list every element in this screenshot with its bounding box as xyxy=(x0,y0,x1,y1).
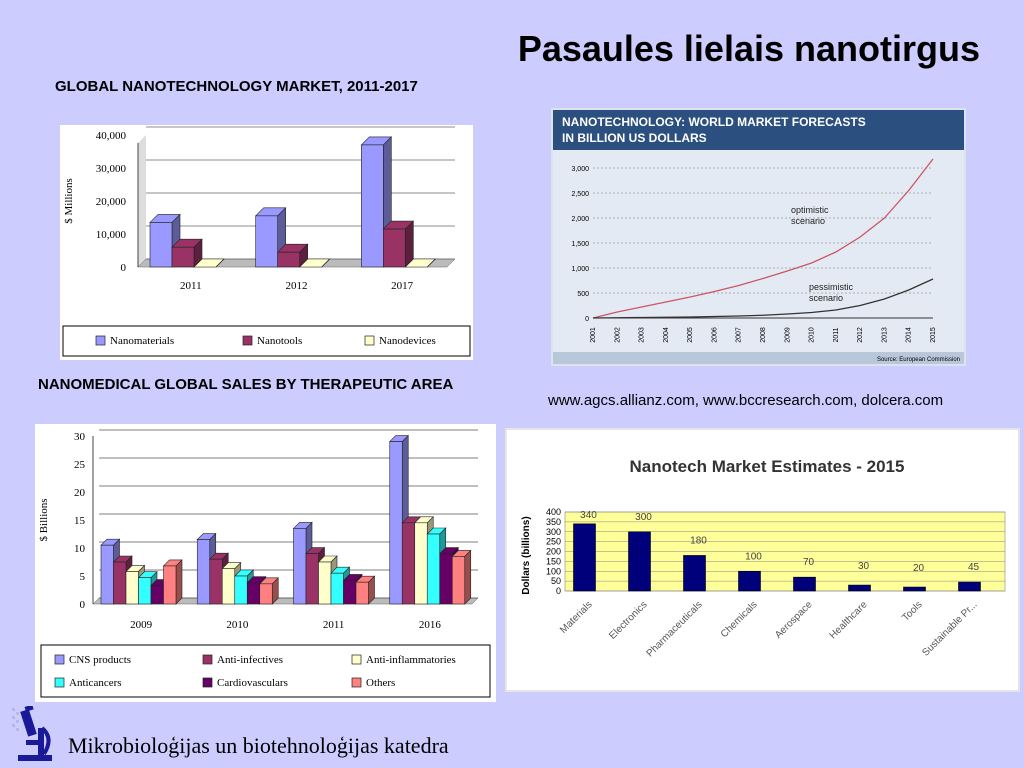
market-side-wall xyxy=(138,135,146,267)
department-name: Mikrobioloģijas un biotehnoloģijas katedra xyxy=(68,733,449,758)
medical-bar xyxy=(164,560,183,604)
medical-bar xyxy=(356,576,375,604)
forecast-ytick: 2,500 xyxy=(571,191,589,198)
forecast-xtick: 2015 xyxy=(930,327,937,343)
medical-bar-front xyxy=(151,586,164,604)
medical-ytick: 20 xyxy=(74,487,85,499)
forecast-xtick: 2001 xyxy=(590,327,597,343)
market-ytick: 0 xyxy=(120,262,126,274)
forecast-xtick: 2002 xyxy=(614,327,622,343)
market-xtick: 2017 xyxy=(391,280,414,292)
forecast-xtick: 2014 xyxy=(905,327,913,343)
forecast-series-label: optimistic xyxy=(791,205,829,215)
market-bar-front xyxy=(150,222,172,267)
estimates-bar xyxy=(849,585,871,591)
estimates-ytick: 150 xyxy=(545,556,561,567)
medical-ytick: 25 xyxy=(74,459,85,471)
medical-bar-side xyxy=(176,560,182,604)
medical-legend-item-swatch xyxy=(203,678,212,687)
forecast-source: Source: European Commission xyxy=(876,357,960,363)
forecast-xtick: 2009 xyxy=(784,327,792,343)
medical-legend-item-label: Cardiovasculars xyxy=(217,677,288,689)
medical-bar-front xyxy=(235,576,248,604)
medical-bar-side xyxy=(465,550,471,604)
medical-ylabel: $ Billions xyxy=(38,498,50,542)
medical-xtick: 2010 xyxy=(226,619,249,631)
estimates-chart xyxy=(505,428,1020,692)
microscope-logo-icon xyxy=(12,706,56,762)
market-subtitle: GLOBAL NANOTECHNOLOGY MARKET, 2011-2017 xyxy=(55,78,418,95)
forecast-series-label: pessimistic xyxy=(809,282,854,292)
estimates-data-label: 340 xyxy=(580,509,597,521)
estimates-bar xyxy=(629,532,651,591)
medical-bar-front xyxy=(126,572,139,604)
market-legend-item-swatch xyxy=(365,336,374,345)
market-legend-item-label: Nanotools xyxy=(257,335,303,347)
market-legend-item-swatch xyxy=(96,336,105,345)
forecast-xtick: 2003 xyxy=(638,327,646,343)
market-xtick: 2011 xyxy=(180,280,202,292)
market-bar-front xyxy=(278,252,300,267)
estimates-xtick: Healthcare xyxy=(827,599,870,642)
estimates-bar xyxy=(959,582,981,591)
medical-bar-front xyxy=(139,578,152,604)
estimates-data-label: 20 xyxy=(912,563,925,575)
estimates-data-label: 30 xyxy=(857,561,870,573)
forecast-ytick: 500 xyxy=(577,291,589,298)
estimates-data-label: 300 xyxy=(635,511,652,523)
estimates-bar xyxy=(904,587,926,591)
medical-ytick: 30 xyxy=(74,431,85,443)
medical-bar-front xyxy=(427,534,440,604)
market-bar-front xyxy=(361,145,383,267)
forecast-ytick: 2,000 xyxy=(571,216,589,223)
estimates-title: Nanotech Market Estimates - 2015 xyxy=(629,457,905,476)
estimates-bar xyxy=(684,555,706,591)
market-chart-panel xyxy=(60,125,473,360)
estimates-chart-panel xyxy=(505,428,1020,692)
estimates-ytick: 250 xyxy=(545,536,561,547)
forecast-ytick: 3,000 xyxy=(571,166,589,173)
estimates-data-label: 45 xyxy=(967,562,980,574)
medical-bar-front xyxy=(452,556,465,604)
medical-bar-front xyxy=(306,554,319,604)
medical-legend-item-label: Anti-infectives xyxy=(217,654,283,666)
estimates-ytick: 400 xyxy=(545,507,561,517)
estimates-data-label: 180 xyxy=(690,535,707,547)
medical-legend-item-label: CNS products xyxy=(69,654,132,666)
estimates-ytick: 350 xyxy=(545,516,561,527)
market-ytick: 20,000 xyxy=(95,196,126,208)
forecast-xtick: 2005 xyxy=(687,327,695,343)
forecast-title: NANOTECHNOLOGY: WORLD MARKET FORECASTS xyxy=(562,115,866,129)
market-bar-front xyxy=(256,216,278,267)
estimates-xtick: Chemicals xyxy=(718,599,760,641)
medical-xtick: 2009 xyxy=(130,619,153,631)
medical-bar-front xyxy=(294,528,307,604)
estimates-bar xyxy=(794,577,816,591)
estimates-ytick: 0 xyxy=(555,586,561,596)
forecast-xtick: 2012 xyxy=(857,327,865,343)
medical-bar-front xyxy=(390,442,403,604)
medical-chart xyxy=(35,424,496,702)
estimates-xtick: Sustainable Pr... xyxy=(920,599,980,659)
forecast-series-label: scenario xyxy=(791,216,826,226)
medical-bar-front xyxy=(440,554,453,604)
estimates-xtick: Aerospace xyxy=(773,599,815,641)
medical-bar-front xyxy=(344,580,357,604)
medical-legend-item-swatch xyxy=(55,655,64,664)
medical-bar-front xyxy=(331,573,344,604)
medical-bar-front xyxy=(197,540,210,604)
medical-legend-item-swatch xyxy=(352,655,361,664)
estimates-ytick: 50 xyxy=(550,576,561,587)
sources-text: www.agcs.allianz.com, www.bccresearch.com, dolcera.com xyxy=(548,392,944,409)
estimates-data-label: 100 xyxy=(745,551,762,563)
medical-legend-item-swatch xyxy=(55,678,64,687)
market-legend-item-swatch xyxy=(243,336,252,345)
market-bar xyxy=(172,239,202,267)
forecast-chart xyxy=(551,108,966,366)
market-ylabel: $ Millions xyxy=(63,178,75,224)
page-title: Pasaules lielais nanotirgus xyxy=(517,28,980,69)
medical-legend-item-label: Others xyxy=(366,677,396,689)
medical-bar-front xyxy=(319,562,332,604)
medical-legend-item-label: Anticancers xyxy=(69,677,122,689)
market-legend-item-label: Nanomaterials xyxy=(110,335,175,347)
market-chart xyxy=(60,125,473,360)
market-xtick: 2012 xyxy=(285,280,308,292)
medical-bar-front xyxy=(415,523,428,604)
forecast-plot-area xyxy=(553,150,964,352)
medical-ytick: 0 xyxy=(79,599,85,611)
estimates-ytick: 200 xyxy=(545,546,561,557)
estimates-ylabel: Dollars (billions) xyxy=(521,516,532,595)
market-ytick: 30,000 xyxy=(95,163,126,175)
forecast-ytick: 1,000 xyxy=(571,266,589,273)
medical-ytick: 5 xyxy=(79,571,85,583)
forecast-title: IN BILLION US DOLLARS xyxy=(562,131,707,145)
market-bar-front xyxy=(172,247,194,267)
forecast-xtick: 2007 xyxy=(735,327,743,343)
medical-ytick: 10 xyxy=(74,543,85,555)
market-ytick: 40,000 xyxy=(95,130,126,142)
forecast-ytick: 1,500 xyxy=(571,241,589,248)
estimates-xtick: Materials xyxy=(558,599,595,636)
forecast-xtick: 2010 xyxy=(808,327,816,343)
medical-bar-front xyxy=(164,566,177,604)
medical-xtick: 2011 xyxy=(322,619,345,631)
medical-legend-item-swatch xyxy=(352,678,361,687)
medical-legend xyxy=(41,645,490,697)
medical-bar-front xyxy=(114,562,127,604)
estimates-data-label: 70 xyxy=(802,557,815,569)
medical-bar-front xyxy=(247,583,260,604)
estimates-xtick: Pharmaceuticals xyxy=(644,599,705,660)
market-bar-front xyxy=(383,229,405,267)
forecast-chart-panel xyxy=(551,108,966,366)
estimates-bar xyxy=(739,571,761,591)
forecast-xtick: 2013 xyxy=(881,327,889,343)
forecast-ytick: 0 xyxy=(585,316,589,323)
medical-bar xyxy=(452,550,471,604)
medical-legend-item-label: Anti-inflammatories xyxy=(366,654,456,666)
forecast-xtick: 2008 xyxy=(760,327,767,343)
medical-ytick: 15 xyxy=(74,515,85,527)
medical-bar-front xyxy=(222,569,235,604)
nanomedical-subtitle: NANOMEDICAL GLOBAL SALES BY THERAPEUTIC AREA xyxy=(38,376,454,393)
estimates-xtick: Tools xyxy=(900,599,925,624)
estimates-xtick: Electronics xyxy=(607,599,650,642)
forecast-xtick: 2006 xyxy=(711,327,719,343)
forecast-xtick: 2011 xyxy=(832,327,840,343)
market-ytick: 10,000 xyxy=(95,229,126,241)
medical-xtick: 2016 xyxy=(418,619,441,631)
estimates-ytick: 300 xyxy=(545,526,561,537)
medical-bar-front xyxy=(356,582,369,604)
medical-legend-item-swatch xyxy=(203,655,212,664)
forecast-series-label: scenario xyxy=(809,293,844,303)
forecast-xtick: 2004 xyxy=(662,327,670,343)
estimates-ytick: 100 xyxy=(545,566,561,577)
medical-bar-front xyxy=(402,523,415,604)
market-bar xyxy=(383,221,413,267)
medical-bar-front xyxy=(101,545,114,604)
market-legend-item-label: Nanodevices xyxy=(379,335,436,347)
estimates-bar xyxy=(574,524,596,591)
medical-bar-front xyxy=(260,584,273,604)
medical-bar-front xyxy=(210,559,223,604)
medical-bar xyxy=(260,578,279,604)
medical-chart-panel xyxy=(35,424,496,702)
